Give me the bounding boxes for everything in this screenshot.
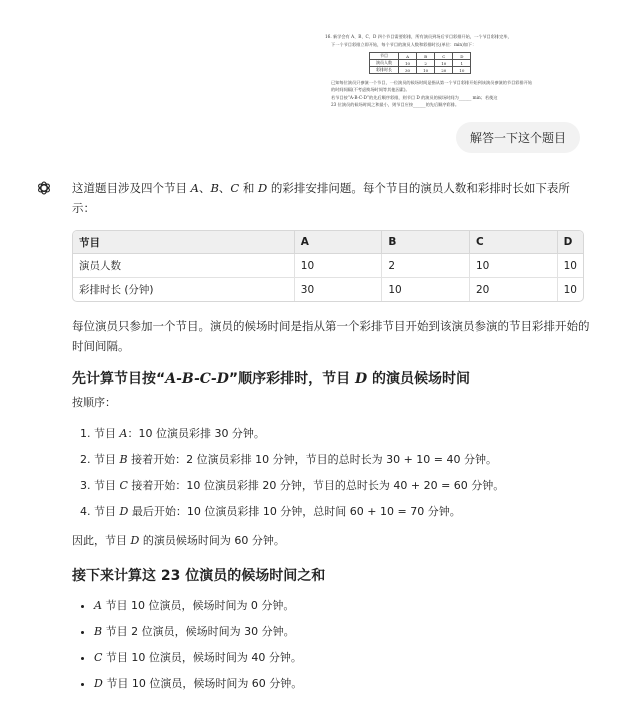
table-row (73, 254, 583, 278)
bullet-text: 节目 10 位演员，候场时间为 0 分钟。 (101, 599, 295, 612)
table-cell: 2 (382, 254, 470, 278)
heading-text: 的演员候场时间 (367, 371, 470, 387)
intro-text: 的彩排安排问题。每个节目的演员人数和彩排时长如下表所示： (72, 181, 570, 215)
math-letter: B (119, 453, 128, 466)
question-table-cell: C (435, 53, 453, 60)
step-text: 接着开始：2 位演员彩排 10 分钟，节目的总时长为 30 + 10 = 40 分钟。 (127, 453, 497, 466)
step-text: 节目 (94, 505, 120, 518)
table-cell: 30 (294, 278, 382, 302)
section-heading: 接下来计算这 23 位演员的候场时间之和 (72, 568, 326, 584)
table-cell: 演员人数 (73, 254, 294, 278)
step-text: 节目 (94, 479, 120, 492)
list-item (94, 645, 592, 671)
table-header: B (382, 231, 470, 254)
table-header: 节目 (73, 231, 294, 254)
question-table-cell: A (399, 53, 417, 60)
table-cell: 10 (469, 254, 557, 278)
math-letter: C (94, 651, 103, 664)
conclusion-text: 因此，节目 (72, 534, 131, 547)
question-line: 的时间间隔(不考虑换场时间等其他因素)。 (331, 87, 410, 92)
question-table-cell: 演员人数 (370, 60, 399, 67)
step-text: 节目 (94, 453, 120, 466)
list-item (94, 671, 592, 697)
table-cell: 20 (469, 278, 557, 302)
table-header: A (294, 231, 382, 254)
math-letter: C (230, 181, 240, 195)
intro-text: 这道题目涉及四个节目 (72, 181, 191, 195)
math-letter: A (94, 599, 102, 612)
list-item (94, 473, 592, 499)
question-table-cell: 10 (399, 60, 417, 67)
heading-text: ”顺序彩排时，节目 (228, 371, 355, 387)
math-letter: D (130, 534, 140, 547)
question-table-cell: 20 (435, 67, 453, 74)
question-line: 下一个节目彩排立即开始，每个节目的演员人数和彩排时长(单位：min)如下： (331, 42, 477, 47)
conclusion-text: 的演员候场时间为 60 分钟。 (139, 534, 285, 547)
table-cell: 10 (557, 254, 583, 278)
question-table-cell: 2 (417, 60, 435, 67)
assistant-message (72, 178, 592, 697)
question-table (369, 52, 471, 74)
question-table-cell: 彩排时长 (370, 67, 399, 74)
steps-list (72, 421, 592, 525)
math-letter: B (210, 181, 219, 195)
table-cell: 10 (563, 283, 577, 296)
question-line: 16. 新学会有 A、B、C、D 四个节目需要彩排，所有演员到场后节目彩排开始，一个节目彩排完毕， (325, 34, 512, 39)
list-item (94, 499, 592, 525)
section-heading (72, 368, 592, 390)
table-row (73, 278, 583, 302)
math-letter: B (94, 625, 103, 638)
list-item (94, 619, 592, 645)
separator: 、 (198, 181, 211, 195)
math-letter: D (119, 505, 129, 518)
intro-text: 和 (239, 181, 259, 195)
heading-text: 先计算节目按“ (72, 371, 166, 387)
question-table-cell: 节目 (370, 53, 399, 60)
intro-paragraph (72, 178, 592, 218)
question-table-cell: 10 (453, 67, 471, 74)
math-letter: D (258, 181, 268, 195)
list-item (94, 421, 592, 447)
table-cell: 彩排时长 (分钟) (73, 278, 294, 302)
step-text: 节目 (94, 427, 120, 440)
table-header: D (557, 231, 583, 254)
math-letter: A (190, 181, 199, 195)
table-cell: 10 (294, 254, 382, 278)
table-cell: 10 (382, 278, 470, 302)
question-table-cell: 1 (453, 60, 471, 67)
conclusion-paragraph (72, 531, 592, 551)
assistant-logo-icon (36, 180, 52, 196)
question-table-cell: B (417, 53, 435, 60)
question-line: 23 位演员的候场时间之和最小，则节目应按______的先后顺序彩排。 (331, 102, 460, 107)
math-letter: D (94, 677, 103, 690)
question-table-cell: D (453, 53, 471, 60)
data-table (72, 230, 584, 302)
math-sequence: A-B-C-D (165, 371, 229, 387)
question-table-cell: 30 (399, 67, 417, 74)
question-line: 已知每位演员只参演一个节目，一位演员的候场时间是指从第一个节目彩排开始到该演员参演的节目彩排开始 (331, 80, 533, 85)
bullet-text: 节目 2 位演员，候场时间为 30 分钟。 (102, 625, 295, 638)
question-line: 若节目按“A-B-C-D”的先后顺序彩排，则节目 D 的演员的候场时间为______ min；若使这 (331, 95, 498, 100)
bullet-text: 节目 10 位演员，候场时间为 40 分钟。 (102, 651, 302, 664)
table-header: C (469, 231, 557, 254)
list-item (94, 593, 592, 619)
bullet-text: 节目 10 位演员，候场时间为 60 分钟。 (102, 677, 303, 690)
list-item (94, 447, 592, 473)
step-text: 最后开始：10 位演员彩排 10 分钟，总时间 60 + 10 = 70 分钟。 (128, 505, 461, 518)
note-paragraph: 每位演员只参加一个节目。演员的候场时间是指从第一个彩排节目开始到该演员参演的节目彩排开始的时间间隔。 (72, 319, 590, 353)
math-letter: C (119, 479, 128, 492)
math-letter: A (119, 427, 128, 440)
totals-list (72, 593, 592, 697)
question-table-cell: 10 (417, 67, 435, 74)
math-letter: D (354, 371, 368, 387)
question-table-cell: 10 (435, 60, 453, 67)
step-text: ：10 位演员彩排 30 分钟。 (127, 427, 265, 440)
step-text: 接着开始：10 位演员彩排 20 分钟，节目的总时长为 40 + 20 = 60 分钟。 (127, 479, 505, 492)
separator: 、 (218, 181, 231, 195)
user-message-bubble: 解答一下这个题目 (456, 122, 580, 153)
order-label: 按顺序： (72, 396, 116, 409)
